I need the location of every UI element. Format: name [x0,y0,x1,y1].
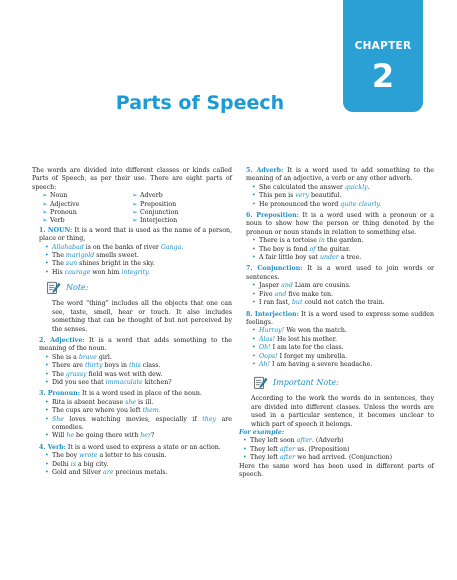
pronoun-section [32,390,232,440]
example-item: • They left soon after. (Adverb) [243,437,434,445]
important-note-box [239,375,434,395]
example-item: • Jasper and Liam are cousins. [247,282,434,290]
adjective-definition: 2. Adjective: It is a word that adds something to the meaning of the noun. [39,336,233,353]
interjection-definition: 8. Interjection: It is a word used to express some sudden feelings. [246,310,434,326]
example-item: • She calculated the answer quickly. [247,184,434,192]
adjective-section [32,337,232,387]
noun-definition: 1. NOUN: It is a word that is used as the name of a person, place or thing, [39,226,232,243]
example-item: • This pen is very beautiful. [247,192,434,200]
notepad-pencil-icon [46,280,61,295]
example-item: • Allahabad is on the banks of river Ganga. [40,244,232,252]
example-item: • Oops! I forget my umbrella. [247,353,434,361]
adverb-definition: 5. Adverb: It is a word used to add something to the meaning of an adjective, a verb or any other adverb. [246,167,435,183]
right-column [239,167,434,479]
example-item: • There is a tortoise in the garden. [247,237,434,245]
example-item: • Rita is absent because she is ill. [40,399,232,407]
parts-of-speech-list [32,192,232,226]
example-item: • The boy wrote a letter to his cousin. [40,452,232,460]
note-title: Note: [66,283,89,293]
part-item: ➢ Adjective [42,201,132,209]
example-item: • Will he be going there with her? [40,432,232,440]
example-item: • Ah! I am having a severe headache. [247,361,434,369]
left-column [32,167,232,477]
important-note-text: According to the work the words do in sentences, they are divided into different classes. Unless the words are used in a particular sentence, it becomes unclear to which part of speech it belongs. [251,395,434,428]
example-item: • He pronounced the word quite clearly. [247,201,434,209]
example-item: • They left after we had arrived. (Conjunction) [243,454,434,462]
noun-section [32,227,232,277]
example-item: • I ran fast, but could not catch the train. [247,299,434,307]
part-item: ➢ Verb [42,217,132,225]
example-item: • They left after us. (Preposition) [243,446,434,454]
example-item: • The cups are where you left them. [40,407,232,415]
example-item: • The sun shines bright in the sky. [40,260,232,268]
example-item: • His courage won him integrity. [40,269,232,277]
chapter-number: 2 [371,57,395,95]
intro-paragraph: The words are divided into different classes or kinds called Parts of Speech, as per their use. There are eight parts of speech: [32,167,232,191]
example-item: • She is a brave girl. [40,354,232,362]
example-item: • Did you see that immaculate kitchen? [40,379,232,387]
part-item: ➢ Interjection [132,217,222,225]
note-box [32,280,232,300]
example-label: For example: [239,428,285,436]
closing-text: Here the same word has been used in different parts of speech. [239,462,434,478]
example-item: • Five and five make ten. [247,291,434,299]
example-item: • Alas! He lost his mother. [247,336,434,344]
chapter-label: CHAPTER [354,40,412,52]
verb-definition: 4. Verb: It is a word used to express a state or an action. [39,443,221,451]
example-item: • Gold and Silver are precious metals. [40,469,232,477]
preposition-section [239,212,434,262]
example-item: • There are thirty boys in this class. [40,362,232,370]
example-item: • The boy is fond of the guitar. [247,246,434,254]
example-item: • Delhi is a big city. [40,461,232,469]
conjunction-section [239,265,434,307]
conjunction-definition: 7. Conjunction: It is a word used to join words or sentences. [246,265,435,281]
example-item: • Oh! I am late for the class. [247,344,434,352]
pronoun-definition: 3. Pronoun: It is a word used in place of the noun. [39,390,202,398]
example-item: • The marigold smells sweet. [40,252,232,260]
example-item: • She loves watching movies, especially if they are comedies. [40,416,232,433]
part-item: ➢ Adverb [132,192,222,200]
verb-section [32,444,232,478]
adverb-section [239,167,434,209]
example-item: • The grassy field was wet with dew. [40,371,232,379]
important-note-title: Important Note: [273,378,339,388]
part-item: ➢ Preposition [132,201,222,209]
preposition-definition: 6. Preposition: It is a word used with a pronoun or a noun to show how the person or thing denoted by the pronoun or noun stands in relation to something else. [246,212,434,236]
part-item: ➢ Conjunction [132,209,222,217]
notepad-pencil-icon [253,375,268,390]
page-title: Parts of Speech [115,92,285,114]
part-item: ➢ Noun [42,192,132,200]
interjection-section [239,311,434,370]
example-item: • Hurray! We won the match. [247,327,434,335]
part-item: ➢ Pronoun [42,209,132,217]
chapter-tab [343,0,423,112]
note-text: The word “thing” includes all the objects that one can see, taste, smell, hear or touch. It also includes something that can be thought of but not perceived by the senses. [52,300,232,333]
example-item: • A fair little boy sat under a tree. [247,254,434,262]
